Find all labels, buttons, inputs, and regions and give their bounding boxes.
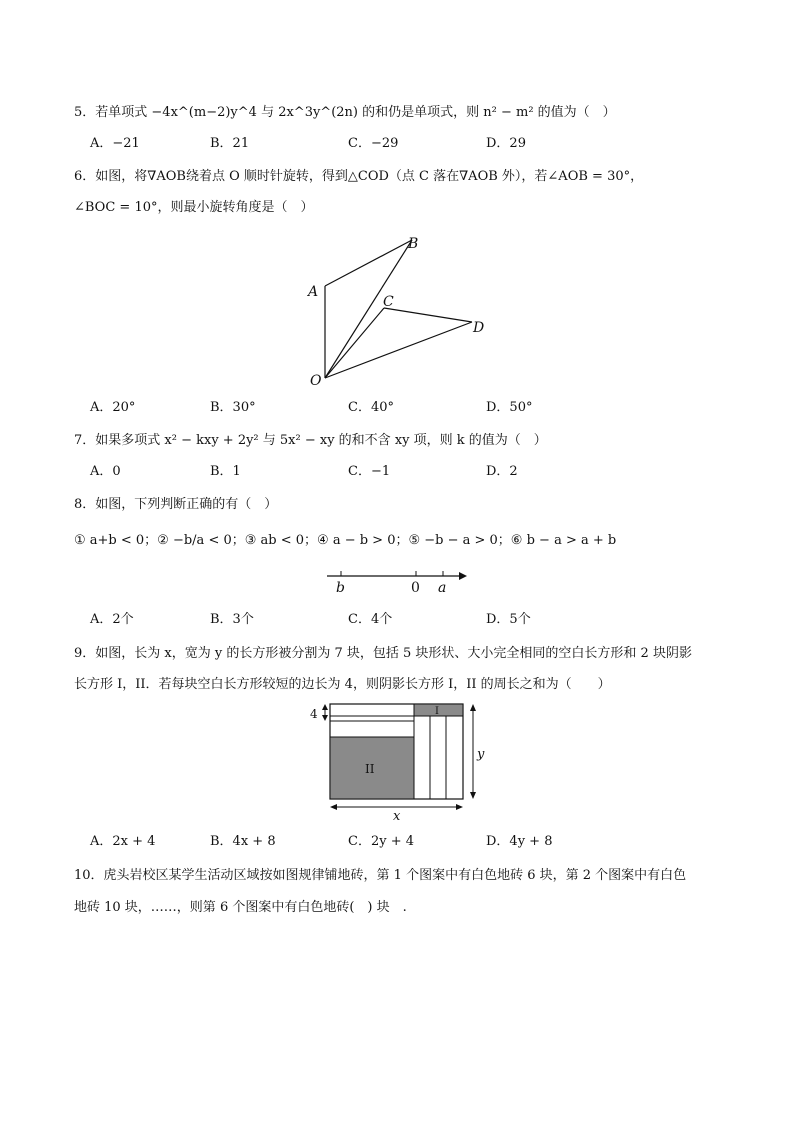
question-6-stem-line2: ∠BOC = 10°，则最小旋转角度是（ ） — [74, 200, 314, 215]
question-9-stem-line1: 9．如图，长为 x，宽为 y 的长方形被分割为 7 块，包括 5 块形状、大小完全相同的空白长方形和 2 块阴影 — [74, 646, 692, 661]
label-b: b — [336, 580, 345, 596]
number-line-figure — [325, 565, 475, 597]
arrowhead-icon — [330, 804, 337, 810]
label-b: B — [408, 236, 419, 252]
segment-ab — [325, 240, 412, 286]
question-7-stem: 7．如果多项式 x² − kxy + 2y² 与 5x² − xy 的和不含 xy 项，则 k 的值为（ ） — [74, 433, 547, 448]
label-o: O — [310, 373, 322, 389]
label-x: x — [393, 809, 401, 824]
label-a: A — [308, 284, 319, 300]
question-8-options — [90, 610, 590, 630]
q9-option-d: D．4y + 8 — [486, 834, 553, 849]
arrowhead-icon — [456, 804, 463, 810]
q8-option-b: B．3个 — [210, 612, 254, 627]
question-6-stem-line1: 6．如图，将∇AOB绕着点 O 顺时针旋转，得到△COD（点 C 落在∇AOB 外），若∠AOB = 30°， — [74, 169, 644, 184]
question-10-stem-line1: 10．虎头岩校区某学生活动区域按如图规律铺地砖，第 1 个图案中有白色地砖 6 块，第 2 个图案中有白色 — [74, 868, 687, 883]
question-9-options — [90, 832, 590, 852]
q8-option-a: A．2个 — [90, 612, 134, 627]
question-8-stem: 8．如图，下列判断正确的有（ ） — [74, 497, 278, 512]
q8-option-c: C．4个 — [348, 612, 393, 627]
segment-oc — [325, 308, 384, 378]
question-6-options — [90, 398, 590, 418]
q7-option-d: D．2 — [486, 464, 518, 479]
question-5-stem: 5．若单项式 −4x^(m−2)y^4 与 2x^3y^(2n) 的和仍是单项式，则 n² − m² 的值为（ ） — [74, 105, 616, 120]
question-9-stem-line2: 长方形 I，II．若每块空白长方形较短的边长为 4，则阴影长方形 I，II 的周长之和为（ ） — [74, 677, 611, 692]
label-a: a — [438, 580, 447, 596]
label-zero: 0 — [411, 580, 420, 596]
label-d: D — [473, 320, 485, 336]
rotation-figure — [300, 228, 500, 393]
q7-option-a: A．0 — [90, 464, 121, 479]
question-10-stem-line2: 地砖 10 块，……，则第 6 个图案中有白色地砖( ) 块 . — [74, 900, 407, 915]
number-line-arrow-icon — [459, 572, 467, 580]
question-8-statements: ① a+b < 0；② −b/a < 0；③ ab < 0；④ a − b > 0；⑤ −b − a > 0；⑥ b − a > a + b — [74, 533, 617, 548]
q8-option-d: D．5个 — [486, 612, 531, 627]
q6-option-a: A．20° — [90, 400, 136, 415]
arrowhead-icon — [322, 715, 328, 721]
segment-od — [325, 322, 472, 378]
q7-option-c: C．−1 — [348, 464, 391, 479]
q7-option-b: B．1 — [210, 464, 241, 479]
arrowhead-icon — [322, 704, 328, 710]
q6-option-c: C．40° — [348, 400, 394, 415]
q9-option-b: B．4x + 8 — [210, 834, 276, 849]
q5-option-d: D．29 — [486, 136, 526, 151]
label-y: y — [477, 747, 485, 762]
q5-option-b: B．21 — [210, 136, 250, 151]
segment-ob — [325, 240, 412, 378]
q9-option-c: C．2y + 4 — [348, 834, 414, 849]
arrowhead-icon — [470, 704, 476, 711]
label-c: C — [383, 294, 394, 310]
question-5-options — [90, 134, 590, 154]
label-i: I — [435, 706, 439, 717]
label-4: 4 — [310, 707, 318, 721]
label-ii: II — [365, 762, 375, 776]
rectangle-partition-figure — [305, 700, 490, 825]
q9-option-a: A．2x + 4 — [90, 834, 156, 849]
arrowhead-icon — [470, 792, 476, 799]
q6-option-b: B．30° — [210, 400, 256, 415]
q5-option-a: A．−21 — [90, 136, 140, 151]
q6-option-d: D．50° — [486, 400, 533, 415]
question-7-options — [90, 462, 590, 482]
segment-cd — [384, 308, 472, 322]
q5-option-c: C．−29 — [348, 136, 399, 151]
